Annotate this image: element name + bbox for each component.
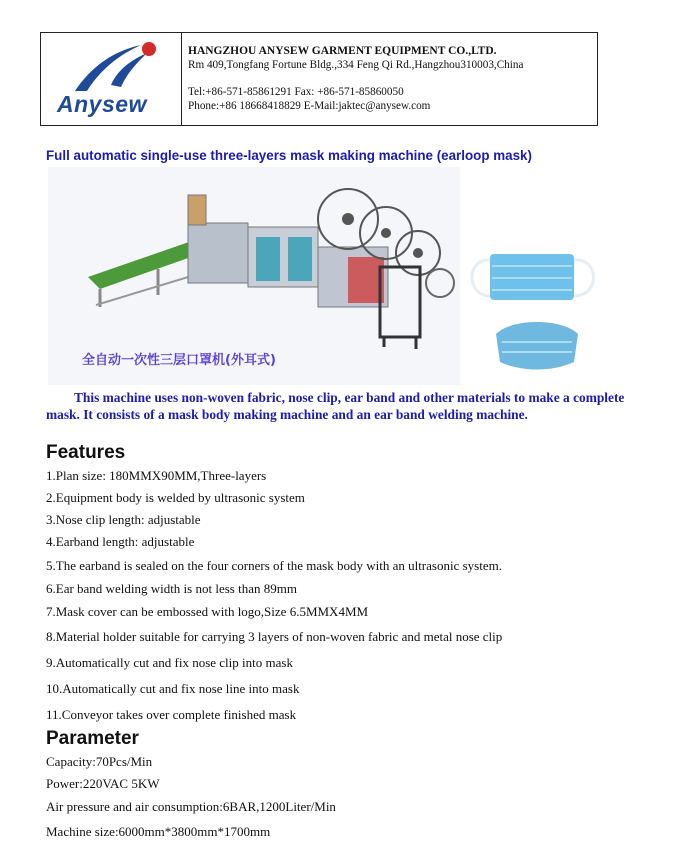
company-address: Rm 409,Tongfang Fortune Bldg.,334 Feng Qi Rd.,Hangzhou310003,China [188,59,524,71]
parameter-item: Power:220VAC 5KW [46,776,160,791]
logo [41,33,182,125]
company-tel-fax: Tel:+86-571-85861291 Fax: +86-571-85860050 [188,86,404,98]
company-info [182,33,523,125]
feature-item: 6.Ear band welding width is not less than 89mm [46,581,297,596]
feature-item: 9.Automatically cut and fix nose clip into mask [46,655,293,670]
feature-item: 10.Automatically cut and fix nose line into mask [46,681,300,696]
machine-caption: 全自动一次性三层口罩机(外耳式) [82,353,276,368]
feature-item: 5.The earband is sealed on the four corners of the mask body with an ultrasonic system. [46,558,502,573]
parameter-item: Capacity:70Pcs/Min [46,754,153,769]
feature-item: 2.Equipment body is welded by ultrasonic system [46,490,305,505]
feature-item: 1.Plan size: 180MMX90MM,Three-layers [46,468,267,483]
feature-item: 11.Conveyor takes over complete finished mask [46,707,297,722]
feature-item: 7.Mask cover can be embossed with logo,Size 6.5MMX4MM [46,604,369,619]
features-heading: Features [46,442,126,463]
parameter-heading: Parameter [46,728,139,749]
letterhead [40,32,598,126]
company-phone-email: Phone:+86 18668418829 E-Mail:jaktec@anysew.com [188,100,431,112]
mask-machine-image [48,167,460,385]
intro-paragraph: This machine uses non-woven fabric, nose clip, ear band and other materials to make a complete mask. It consists of a mask body making machine and an ear band welding machine. [46,390,625,422]
parameter-item: Machine size:6000mm*3800mm*1700mm [46,824,271,839]
face-mask-image [462,244,612,376]
parameter-item: Air pressure and air consumption:6BAR,1200Liter/Min [46,799,336,814]
logo-swoosh-icon [55,39,165,95]
page-title: Full automatic single-use three-layers mask making machine (earloop mask) [46,148,532,163]
logo-text: Anysew [57,91,147,117]
feature-item: 8.Material holder suitable for carrying 3 layers of non-woven fabric and metal nose clip [46,629,503,644]
company-name: HANGZHOU ANYSEW GARMENT EQUIPMENT CO.,LTD. [188,45,497,57]
feature-item: 3.Nose clip length: adjustable [46,512,201,527]
feature-item: 4.Earband length: adjustable [46,534,195,549]
